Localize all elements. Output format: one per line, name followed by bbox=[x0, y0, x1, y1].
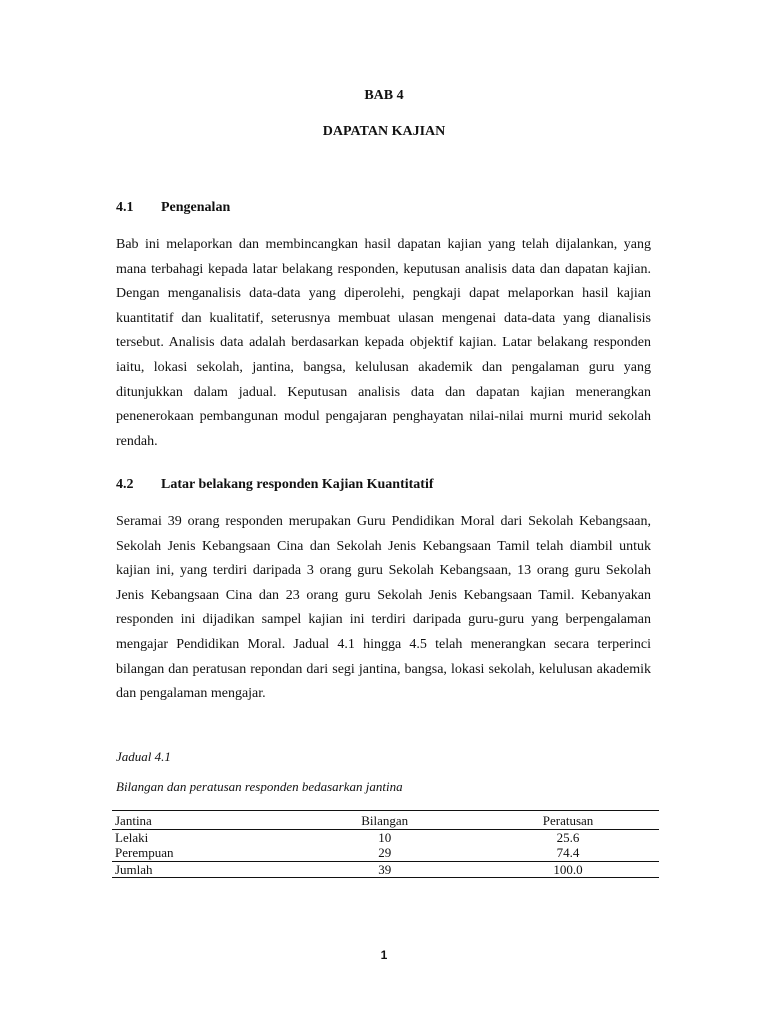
table-caption: Bilangan dan peratusan responden bedasarkan jantina bbox=[116, 779, 403, 794]
header-bilangan: Bilangan bbox=[292, 811, 477, 830]
section-heading-4-2 bbox=[116, 477, 434, 493]
table-header-row bbox=[112, 811, 659, 830]
gender-table bbox=[112, 810, 659, 878]
table-total-row bbox=[112, 861, 659, 878]
section-number: 4.1 bbox=[116, 200, 134, 215]
total-bilangan: 39 bbox=[292, 861, 477, 878]
header-peratusan: Peratusan bbox=[477, 811, 659, 830]
table-label: Jadual 4.1 bbox=[116, 749, 171, 764]
section-heading-4-1 bbox=[116, 200, 230, 216]
chapter-number: BAB 4 bbox=[364, 88, 404, 103]
chapter-title: DAPATAN KAJIAN bbox=[322, 124, 446, 139]
cell-peratusan: 25.6 bbox=[556, 829, 580, 845]
total-peratusan: 100.0 bbox=[477, 861, 659, 878]
cell-jantina: Lelaki bbox=[115, 829, 149, 845]
section-paragraph-4-1: Bab ini melaporkan dan membincangkan hasil dapatan kajian yang telah dijalankan, yang mana terbahagi kepada latar belakang responden, keputusan analisis data dan dapatan kajian. Dengan menganalisis data-data yang diperolehi, pengkaji dapat melaporkan hasil kajian kuantitatif dan kualitatif, seterusnya membuat ulasan mengenai data-data yang dianalisis tersebut. Analisis data adalah berdasarkan kepada objektif kajian. Latar belakang responden iaitu, lokasi sekolah, jantina, bangsa, kelulusan akademik dan pengalaman guru yang ditunjukkan dalam jadual. Keputusan analisis data dan dapatan kajian menerangkan penenerokaan pembangunan modul pengajaran penghayatan nilai-nilai murni murid sekolah rendah. bbox=[116, 237, 651, 449]
section-title: Pengenalan bbox=[161, 200, 231, 215]
cell-jantina: Perempuan bbox=[115, 845, 174, 860]
cell-peratusan: 74.4 bbox=[556, 845, 580, 860]
section-number: 4.2 bbox=[116, 477, 134, 492]
cell-bilangan: 29 bbox=[378, 845, 392, 860]
header-jantina: Jantina bbox=[112, 811, 292, 830]
table-row bbox=[112, 845, 659, 861]
page-number: 1 bbox=[380, 948, 388, 962]
cell-bilangan: 10 bbox=[378, 829, 392, 845]
section-title: Latar belakang responden Kajian Kuantitatif bbox=[161, 477, 434, 492]
section-paragraph-4-2: Seramai 39 orang responden merupakan Guru Pendidikan Moral dari Sekolah Kebangsaan, Sekolah Jenis Kebangsaan Cina dan Sekolah Jenis Kebangsaan Tamil telah diambil untuk kajian ini, yang terdiri daripada 3 orang guru Sekolah Kebangsaan, 13 orang guru Sekolah Jenis Kebangsaan Cina dan 23 orang guru Sekolah Jenis Kebangsaan Tamil. Kebanyakan responden ini dijadikan sampel kajian ini terdiri daripada guru-guru yang berpengalaman mengajar Pendidikan Moral. Jadual 4.1 hingga 4.5 telah menerangkan secara terperinci bilangan dan peratusan repondan dari segi jantina, bangsa, lokasi sekolah, kelulusan akademik dan pengalaman mengajar. bbox=[116, 514, 651, 702]
table-row bbox=[112, 829, 659, 845]
total-label: Jumlah bbox=[112, 861, 292, 878]
